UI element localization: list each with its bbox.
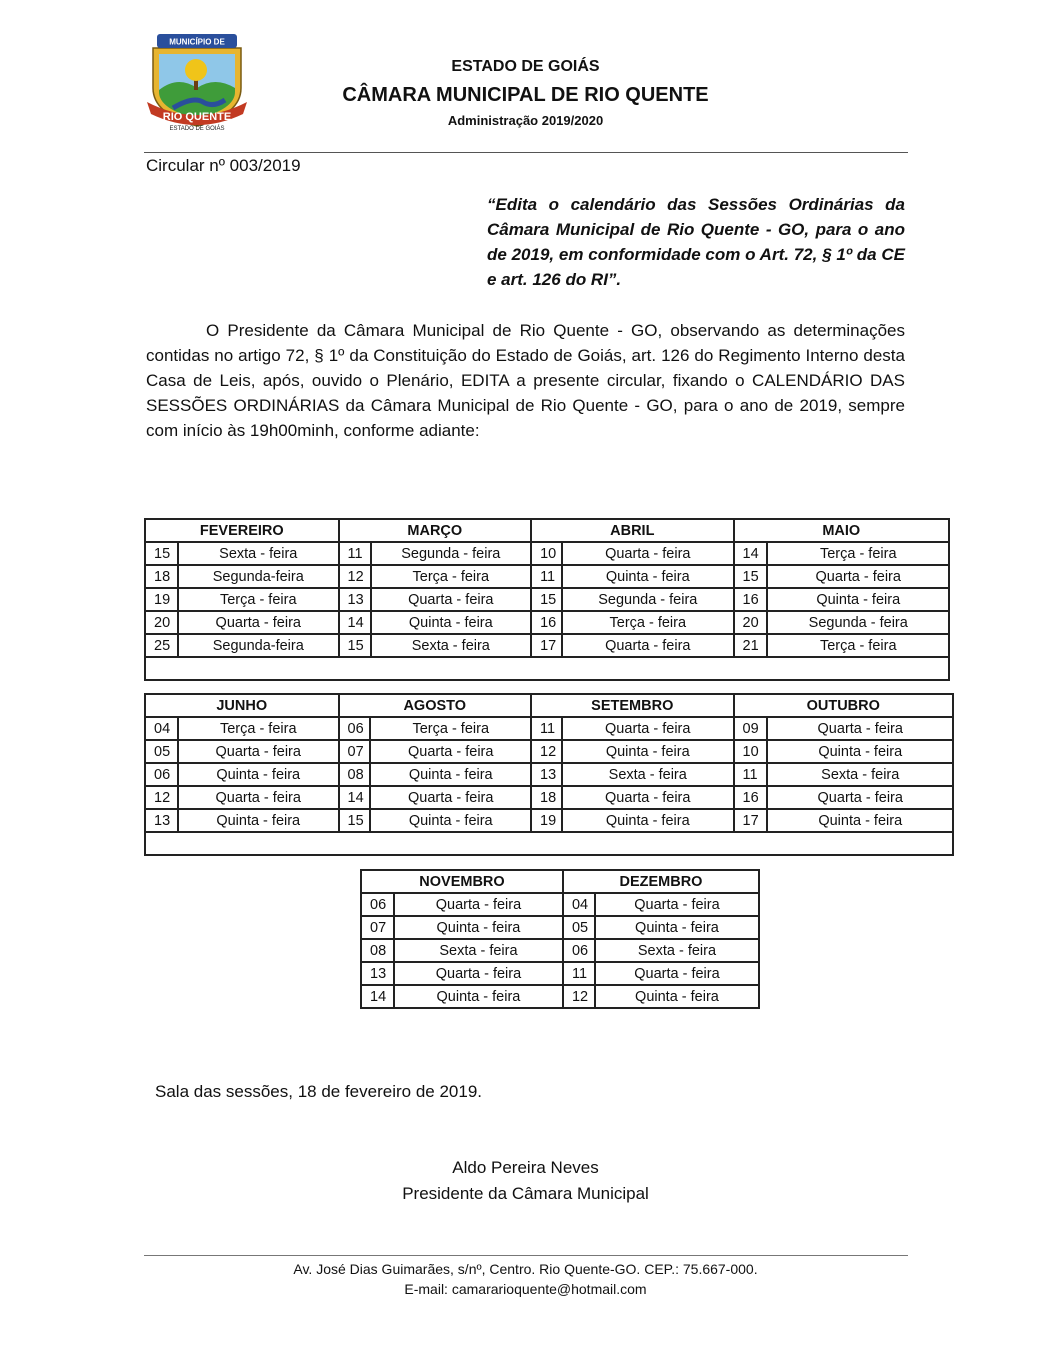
session-weekday: Quarta - feira [370,786,531,809]
session-weekday: Quinta - feira [178,763,339,786]
table-row [361,962,759,985]
session-day: 15 [531,588,562,611]
session-day: 17 [531,634,562,657]
month-header: MAIO [734,519,949,542]
session-weekday: Quinta - feira [562,809,734,832]
session-day: 19 [145,588,178,611]
table-row [361,939,759,962]
session-day: 06 [339,717,371,740]
session-weekday: Quarta - feira [562,542,734,565]
session-weekday: Segunda - feira [562,588,734,611]
session-day: 16 [734,786,768,809]
session-weekday: Segunda-feira [178,565,339,588]
table-row [361,893,759,916]
month-header-row [361,870,759,893]
session-weekday: Sexta - feira [562,763,734,786]
session-day: 25 [145,634,178,657]
session-weekday: Quarta - feira [178,786,339,809]
month-header: OUTUBRO [734,694,953,717]
month-header: JUNHO [145,694,339,717]
session-day: 06 [563,939,595,962]
session-weekday: Quinta - feira [394,916,563,939]
footer-address: Av. José Dias Guimarães, s/nº, Centro. Rio Quente-GO. CEP.: 75.667-000. [293,1261,758,1277]
session-day: 13 [339,588,371,611]
session-day: 13 [531,763,562,786]
month-header: NOVEMBRO [361,870,563,893]
month-header: SETEMBRO [531,694,734,717]
session-weekday: Quarta - feira [178,740,339,763]
session-weekday: Quinta - feira [178,809,339,832]
session-day: 12 [339,565,371,588]
session-weekday: Terça - feira [767,542,949,565]
session-weekday: Quinta - feira [595,916,759,939]
spacer-cell [145,832,953,855]
footer-email: E-mail: camararioquente@hotmail.com [404,1281,647,1297]
session-day: 07 [339,740,371,763]
session-day: 10 [734,740,768,763]
session-weekday: Quarta - feira [394,962,563,985]
header-state: ESTADO DE GOIÁS [451,58,600,75]
session-weekday: Terça - feira [178,717,339,740]
session-day: 18 [145,565,178,588]
table-row [361,985,759,1008]
session-weekday: Quinta - feira [595,985,759,1008]
session-day: 11 [563,962,595,985]
session-weekday: Terça - feira [370,717,531,740]
session-weekday: Sexta - feira [394,939,563,962]
session-day: 14 [339,786,371,809]
footer-divider [144,1255,908,1256]
session-weekday: Sexta - feira [595,939,759,962]
session-weekday: Quarta - feira [562,786,734,809]
calendar-table-feb-may [144,518,950,681]
session-day: 05 [563,916,595,939]
session-day: 11 [531,717,562,740]
table-row [145,588,949,611]
session-weekday: Sexta - feira [767,763,953,786]
session-weekday: Quinta - feira [767,809,953,832]
session-weekday: Quarta - feira [767,717,953,740]
table-row [145,542,949,565]
session-day: 11 [531,565,562,588]
session-weekday: Quarta - feira [394,893,563,916]
signature-name: Aldo Pereira Neves [452,1158,599,1177]
closing-place-date: Sala das sessões, 18 de fevereiro de 2019. [155,1082,482,1101]
session-day: 18 [531,786,562,809]
table-row [145,763,953,786]
session-day: 11 [734,763,768,786]
session-weekday: Quarta - feira [370,740,531,763]
session-day: 12 [563,985,595,1008]
session-weekday: Quinta - feira [562,565,734,588]
session-day: 09 [734,717,768,740]
month-header: MARÇO [339,519,532,542]
session-day: 20 [145,611,178,634]
table-row [361,916,759,939]
spacer-row [145,657,949,680]
session-day: 14 [361,985,394,1008]
session-day: 04 [145,717,178,740]
session-weekday: Quarta - feira [178,611,339,634]
session-day: 07 [361,916,394,939]
session-weekday: Quinta - feira [562,740,734,763]
session-weekday: Terça - feira [767,634,949,657]
spacer-row [145,832,953,855]
session-day: 14 [339,611,371,634]
session-day: 06 [361,893,394,916]
session-weekday: Quarta - feira [562,634,734,657]
session-weekday: Segunda-feira [178,634,339,657]
session-day: 14 [734,542,768,565]
session-day: 20 [734,611,768,634]
session-weekday: Quinta - feira [370,809,531,832]
session-day: 12 [145,786,178,809]
table-row [145,809,953,832]
table-row [145,565,949,588]
session-weekday: Quinta - feira [371,611,532,634]
session-day: 06 [145,763,178,786]
session-day: 10 [531,542,562,565]
session-weekday: Segunda - feira [371,542,532,565]
header-administration: Administração 2019/2020 [447,113,604,128]
spacer-cell [145,657,949,680]
month-header: DEZEMBRO [563,870,759,893]
session-weekday: Quinta - feira [394,985,563,1008]
body-paragraph: O Presidente da Câmara Municipal de Rio Quente - GO, observando as determinações contidas no artigo 72, § 1º da Constituição do Estado de Goiás, art. 126 do Regimento Interno desta Casa de Leis, após, ouvido o Plenário, EDITA a presente circular, fixando o CALENDÁRIO DAS SESSÕES ORDINÁRIAS da Câmara Municipal de Rio Quente - GO, para o ano de 2019, sempre com início às 19h00minh, conforme adiante: [146,321,905,440]
session-day: 11 [339,542,371,565]
table-row [145,740,953,763]
table-row [145,634,949,657]
session-day: 04 [563,893,595,916]
session-weekday: Quarta - feira [595,962,759,985]
session-day: 15 [734,565,768,588]
signature-title: Presidente da Câmara Municipal [402,1184,649,1203]
header-chamber-name: CÂMARA MUNICIPAL DE RIO QUENTE [342,84,709,106]
session-day: 16 [531,611,562,634]
session-weekday: Quarta - feira [767,565,949,588]
table-row [145,611,949,634]
session-weekday: Sexta - feira [178,542,339,565]
session-day: 12 [531,740,562,763]
session-weekday: Quarta - feira [371,588,532,611]
month-header: AGOSTO [339,694,532,717]
session-day: 13 [145,809,178,832]
logo-top-text: MUNICÍPIO DE [169,37,225,47]
session-day: 15 [339,634,371,657]
logo-bottom-text: ESTADO DE GOIÁS [169,126,225,132]
session-day: 15 [339,809,371,832]
session-weekday: Quarta - feira [562,717,734,740]
session-day: 08 [339,763,371,786]
session-weekday: Terça - feira [178,588,339,611]
session-weekday: Sexta - feira [371,634,532,657]
session-day: 19 [531,809,562,832]
session-weekday: Quinta - feira [767,740,953,763]
session-day: 08 [361,939,394,962]
month-header-row [145,519,949,542]
session-day: 13 [361,962,394,985]
table-row [145,717,953,740]
logo-main-text: RIO QUENTE [162,111,232,123]
session-weekday: Terça - feira [562,611,734,634]
month-header: FEVEREIRO [145,519,339,542]
circular-number: Circular nº 003/2019 [146,156,301,175]
calendar-table-nov-dec [360,869,760,1009]
session-weekday: Quarta - feira [767,786,953,809]
month-header: ABRIL [531,519,733,542]
session-day: 21 [734,634,768,657]
session-day: 15 [145,542,178,565]
session-weekday: Quinta - feira [370,763,531,786]
session-weekday: Quarta - feira [595,893,759,916]
session-day: 05 [145,740,178,763]
session-day: 16 [734,588,768,611]
session-day: 17 [734,809,768,832]
ementa-summary: “Edita o calendário das Sessões Ordinárias da Câmara Municipal de Rio Quente - GO, para o ano de 2019, em conformidade com o Art. 72, § 1º da CE e art. 126 do RI”. [487,195,905,289]
calendar-table-jun-oct [144,693,954,856]
table-row [145,786,953,809]
session-weekday: Quinta - feira [767,588,949,611]
session-weekday: Segunda - feira [767,611,949,634]
header-divider [144,152,908,153]
session-weekday: Terça - feira [371,565,532,588]
month-header-row [145,694,953,717]
